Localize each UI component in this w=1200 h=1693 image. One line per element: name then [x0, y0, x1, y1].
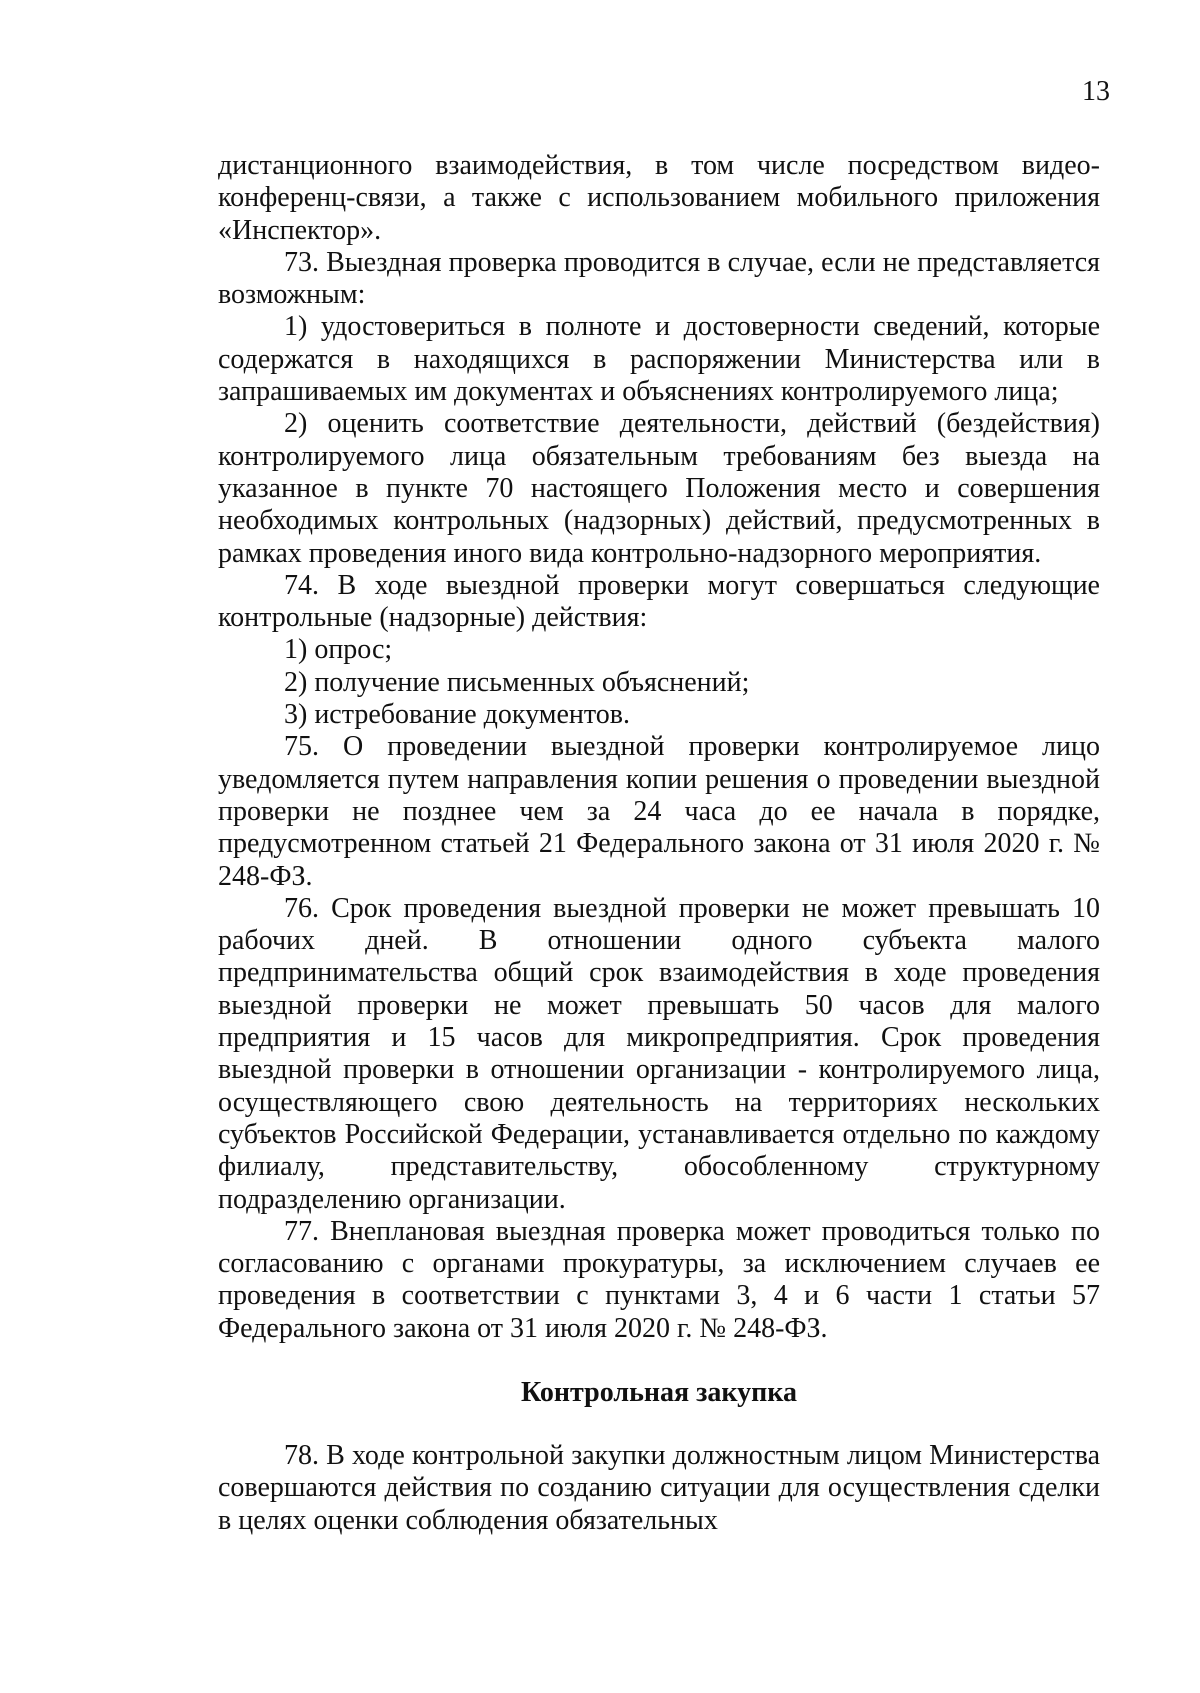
- paragraph-78: 78. В ходе контрольной закупки должностным лицом Министерства совершаются действия по созданию ситуации для осуществления сделки в целях оценки соблюдения обязательных: [218, 1439, 1100, 1536]
- page-number: 13: [1082, 76, 1110, 107]
- document-body: [218, 150, 1100, 1537]
- paragraph-76: 76. Срок проведения выездной проверки не может превышать 10 рабочих дней. В отношении одного субъекта малого предпринимательства общий срок взаимодействия в ходе проведения выездной проверки не может превышать 50 часов для малого предприятия и 15 часов для микропредприятия. Срок проведения выездной проверки в отношении организации - контролируемого лица, осуществляющего свою деятельность на территориях нескольких субъектов Российской Федерации, устанавливается отдельно по каждому филиалу, представительству, обособленному структурному подразделению организации.: [218, 892, 1100, 1215]
- paragraph-75: 75. О проведении выездной проверки контролируемое лицо уведомляется путем направления копии решения о проведении выездной проверки не позднее чем за 24 часа до ее начала в порядке, предусмотренном статьей 21 Федерального закона от 31 июля 2020 г. № 248-ФЗ.: [218, 731, 1100, 892]
- paragraph-74: 74. В ходе выездной проверки могут совершаться следующие контрольные (надзорные) действия:: [218, 569, 1100, 634]
- paragraph-73: 73. Выездная проверка проводится в случае, если не представляется возможным:: [218, 246, 1100, 311]
- paragraph-74-item-1: 1) опрос;: [284, 634, 393, 666]
- paragraph-74-item-3: 3) истребование документов.: [284, 699, 630, 731]
- paragraph-74-item-2: 2) получение письменных объяснений;: [284, 666, 750, 698]
- paragraph-73-item-2: 2) оценить соответствие деятельности, действий (бездействия) контролируемого лица обязательным требованиям без выезда на указанное в пункте 70 настоящего Положения место и совершения необходимых контрольных (надзорных) действий, предусмотренных в рамках проведения иного вида контрольно-надзорного мероприятия.: [218, 408, 1100, 569]
- section-heading: Контрольная закупка: [521, 1376, 797, 1408]
- paragraph-73-item-1: 1) удостовериться в полноте и достоверности сведений, которые содержатся в находящихся в распоряжении Министерства или в запрашиваемых им документах и объяснениях контролируемого лица;: [218, 311, 1100, 408]
- paragraph-77: 77. Внеплановая выездная проверка может проводиться только по согласованию с органами прокуратуры, за исключением случаев ее проведения в соответствии с пунктами 3, 4 и 6 части 1 статьи 57 Федерального закона от 31 июля 2020 г. № 248-ФЗ.: [218, 1215, 1100, 1344]
- paragraph-continuation: дистанционного взаимодействия, в том числе посредством видео-конференц-связи, а также с использованием мобильного приложения «Инспектор».: [218, 150, 1100, 246]
